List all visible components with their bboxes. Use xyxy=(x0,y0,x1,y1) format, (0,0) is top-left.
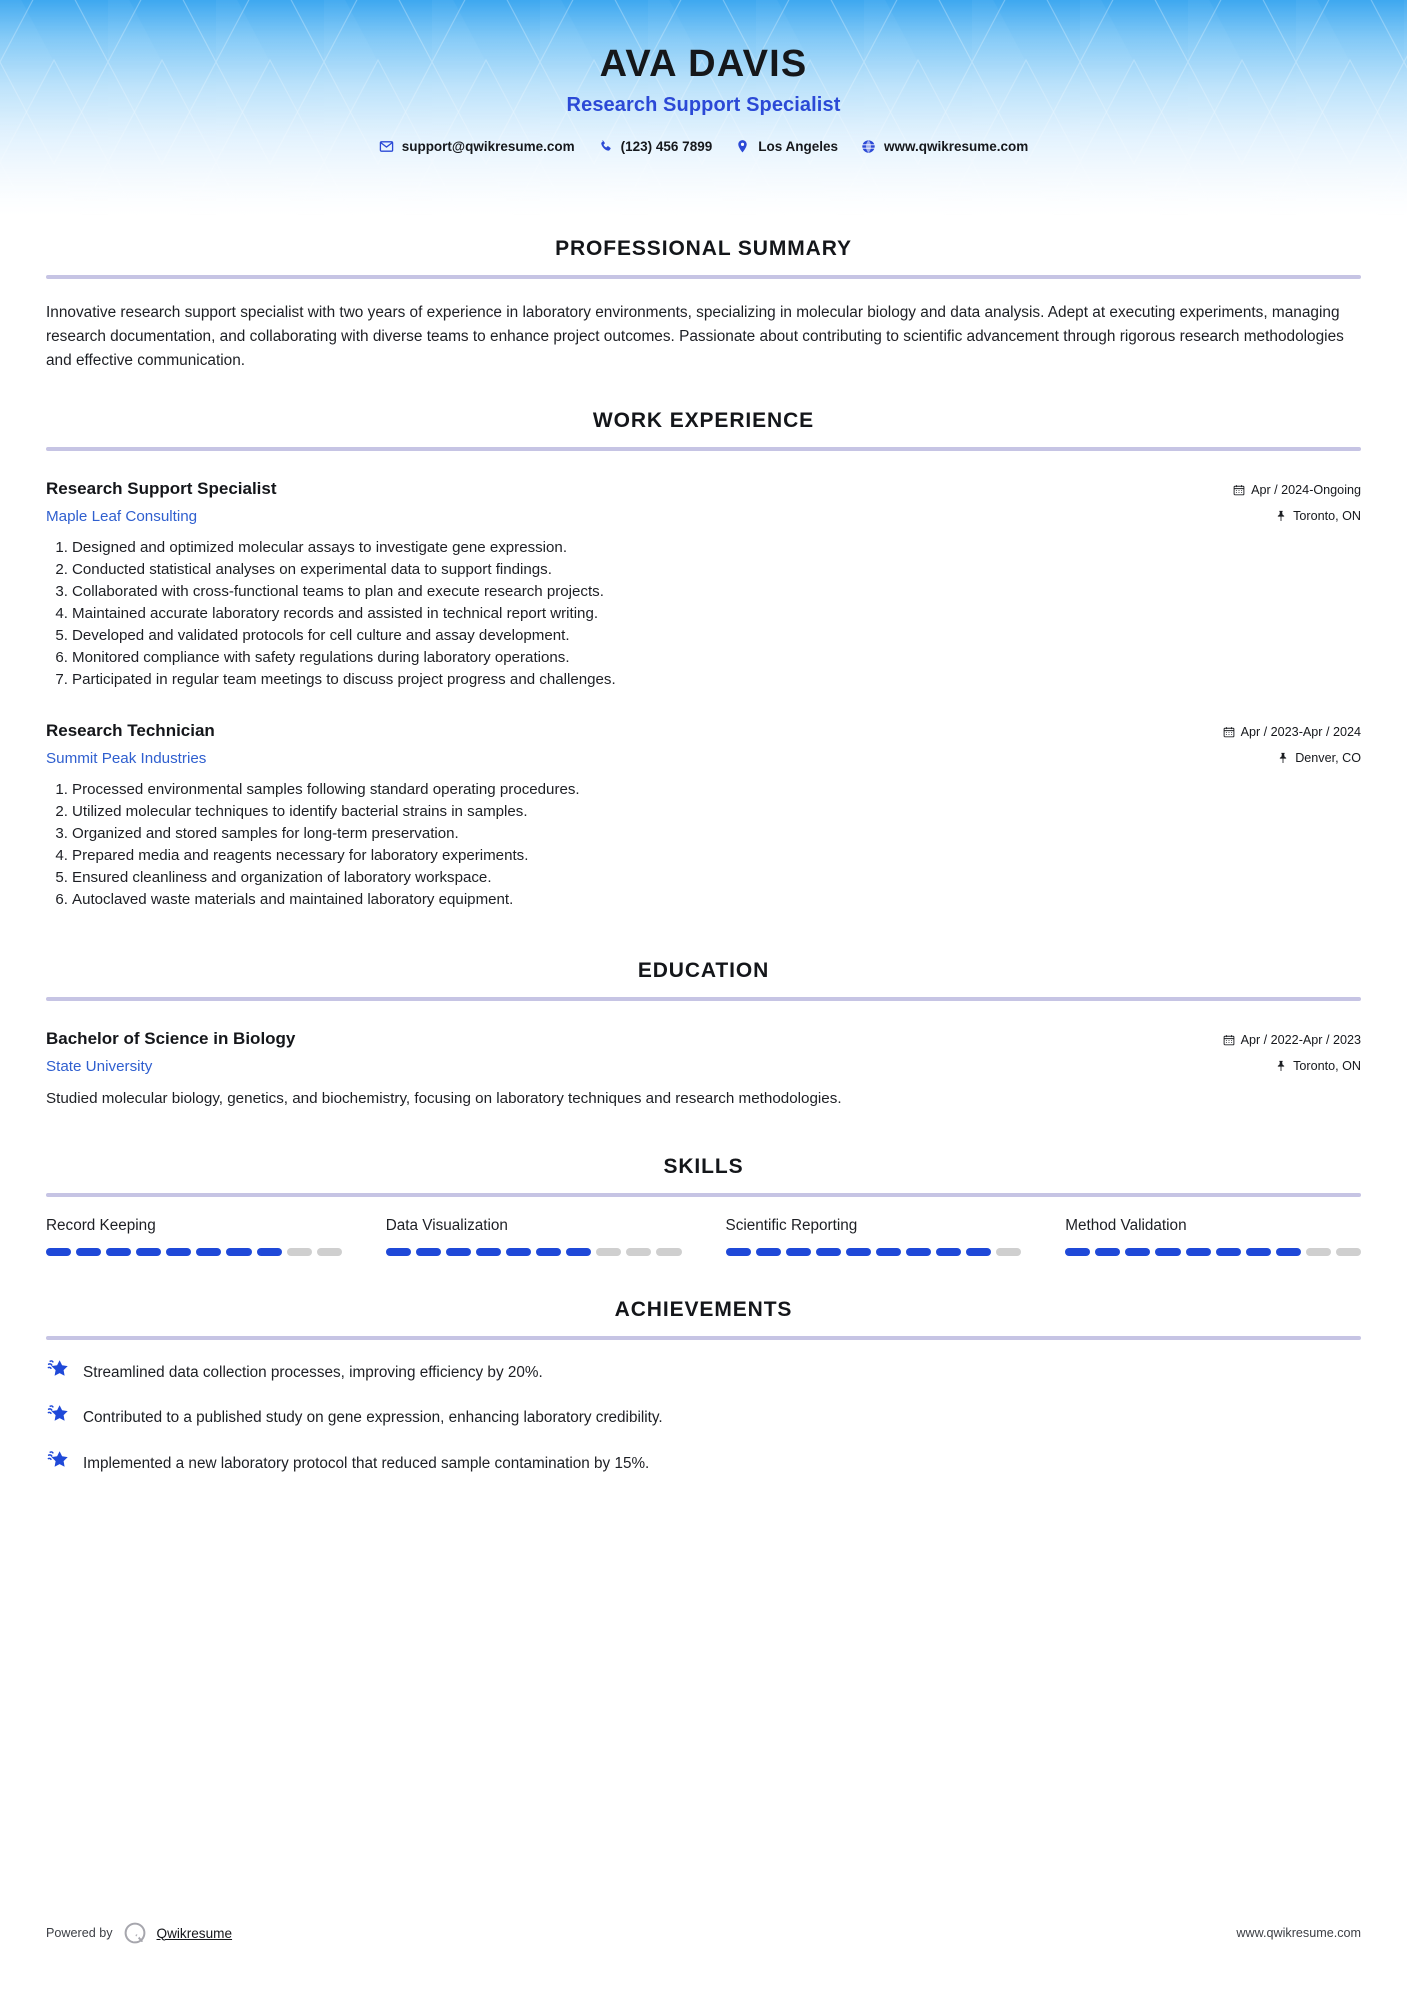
globe-icon xyxy=(861,139,876,154)
achievement-item xyxy=(46,1360,1361,1383)
job-location xyxy=(1223,751,1361,765)
education-location xyxy=(1223,1059,1361,1073)
skill-segment xyxy=(226,1248,251,1256)
bullet-item: 6. Monitored compliance with safety regulations during laboratory operations. xyxy=(55,648,570,666)
skill-item xyxy=(46,1217,342,1256)
skill-segment xyxy=(626,1248,651,1256)
section-work-experience xyxy=(46,409,1361,911)
skill-segment xyxy=(1216,1248,1241,1256)
bullet-item: 4. Maintained accurate laboratory records and assisted in technical report writing. xyxy=(55,604,599,622)
job-dates-value: Apr / 2023-Apr / 2024 xyxy=(1240,724,1361,739)
skill-segment xyxy=(476,1248,501,1256)
contact-website-value: www.qwikresume.com xyxy=(884,138,1029,154)
skill-segment xyxy=(816,1248,841,1256)
skill-level-bar xyxy=(1065,1248,1361,1256)
contact-website[interactable] xyxy=(861,139,1028,154)
education-dates-value: Apr / 2022-Apr / 2023 xyxy=(1240,1033,1361,1048)
skill-label: Record Keeping xyxy=(46,1216,156,1234)
skill-segment xyxy=(846,1248,871,1256)
skill-segment xyxy=(1246,1248,1271,1256)
education-entry xyxy=(46,1029,1361,1111)
pin-icon xyxy=(1275,510,1287,522)
contact-phone-value: (123) 456 7899 xyxy=(620,138,713,154)
company-name[interactable]: Maple Leaf Consulting xyxy=(46,507,198,525)
skill-segment xyxy=(506,1248,531,1256)
skill-item xyxy=(386,1217,682,1256)
skill-segment xyxy=(786,1248,811,1256)
education-dates xyxy=(1223,1033,1361,1047)
education-location-value: Toronto, ON xyxy=(1293,1059,1361,1074)
job-location-value: Toronto, ON xyxy=(1293,508,1361,523)
job-location xyxy=(1233,509,1361,523)
resume-header xyxy=(0,0,1407,215)
bullet-item: 2. Utilized molecular techniques to identify bacterial strains in samples. xyxy=(55,802,528,820)
section-title-skills: SKILLS xyxy=(663,1154,744,1178)
job-dates xyxy=(1233,483,1361,497)
achievement-text: Contributed to a published study on gene expression, enhancing laboratory credibility. xyxy=(83,1409,663,1427)
achievement-item xyxy=(46,1405,1361,1428)
skill-segment xyxy=(1306,1248,1331,1256)
bullet-item: 5. Ensured cleanliness and organization of laboratory workspace. xyxy=(55,868,492,886)
skill-segment xyxy=(1125,1248,1150,1256)
skill-segment xyxy=(287,1248,312,1256)
section-title-summary: PROFESSIONAL SUMMARY xyxy=(555,237,852,260)
skill-segment xyxy=(876,1248,901,1256)
skill-segment xyxy=(106,1248,131,1256)
star-icon xyxy=(46,1403,70,1427)
footer-branding xyxy=(46,1920,232,1946)
bullet-item: 6. Autoclaved waste materials and maintained laboratory equipment. xyxy=(55,891,514,908)
qwikresume-logo-icon xyxy=(122,1920,148,1946)
skill-item xyxy=(1065,1217,1361,1256)
star-icon xyxy=(46,1358,70,1382)
contact-email-value: support@qwikresume.com xyxy=(401,138,575,154)
pin-icon xyxy=(1275,1060,1287,1072)
skill-segment xyxy=(136,1248,161,1256)
contact-email[interactable] xyxy=(379,139,575,154)
section-divider xyxy=(46,1336,1361,1340)
calendar-icon xyxy=(1223,726,1235,738)
job-dates xyxy=(1223,725,1361,739)
pin-icon xyxy=(1277,752,1289,764)
job-location-value: Denver, CO xyxy=(1295,750,1361,765)
skill-level-bar xyxy=(386,1248,682,1256)
skill-label: Method Validation xyxy=(1065,1216,1187,1234)
job-dates-value: Apr / 2024-Ongoing xyxy=(1251,482,1361,497)
section-title-experience: WORK EXPERIENCE xyxy=(592,408,815,432)
bullet-item: 4. Prepared media and reagents necessary for laboratory experiments. xyxy=(55,846,529,864)
skill-segment xyxy=(906,1248,931,1256)
skill-segment xyxy=(996,1248,1021,1256)
resume-body xyxy=(0,237,1407,1474)
location-icon xyxy=(735,139,750,154)
calendar-icon xyxy=(1233,484,1245,496)
resume-footer xyxy=(46,1920,1361,1946)
skill-segment xyxy=(656,1248,681,1256)
skill-segment xyxy=(76,1248,101,1256)
achievement-text: Streamlined data collection processes, improving efficiency by 20%. xyxy=(83,1363,543,1381)
skill-segment xyxy=(257,1248,282,1256)
bullet-item: 1. Designed and optimized molecular assays to investigate gene expression. xyxy=(55,538,568,556)
skill-label: Scientific Reporting xyxy=(725,1216,858,1234)
bullet-item: 5. Developed and validated protocols for cell culture and assay development. xyxy=(55,626,570,644)
job-bullets xyxy=(46,537,1361,691)
experience-entry xyxy=(46,721,1361,911)
skill-segment xyxy=(566,1248,591,1256)
contact-phone[interactable] xyxy=(598,139,713,154)
job-title: Research Support Specialist xyxy=(46,478,277,498)
skill-item xyxy=(726,1217,1022,1256)
skill-segment xyxy=(1065,1248,1090,1256)
skill-level-bar xyxy=(726,1248,1022,1256)
bullet-item: 7. Participated in regular team meetings to discuss project progress and challenges. xyxy=(55,670,616,688)
skill-segment xyxy=(1186,1248,1211,1256)
bullet-item: 1. Processed environmental samples following standard operating procedures. xyxy=(55,780,580,798)
skill-segment xyxy=(966,1248,991,1256)
section-divider xyxy=(46,275,1361,279)
skill-segment xyxy=(386,1248,411,1256)
skill-segment xyxy=(726,1248,751,1256)
candidate-role: Research Support Specialist xyxy=(566,93,841,116)
education-description: Studied molecular biology, genetics, and biochemistry, focusing on laboratory techniques and research methodologies. xyxy=(46,1090,842,1108)
section-professional-summary xyxy=(46,237,1361,373)
section-divider xyxy=(46,997,1361,1001)
skill-segment xyxy=(936,1248,961,1256)
bullet-item: 3. Collaborated with cross-functional teams to plan and execute research projects. xyxy=(55,582,604,600)
contact-location xyxy=(735,139,838,154)
school-name[interactable]: State University xyxy=(46,1058,153,1076)
skill-segment xyxy=(196,1248,221,1256)
experience-entry xyxy=(46,479,1361,691)
skill-level-bar xyxy=(46,1248,342,1256)
section-skills xyxy=(46,1155,1361,1256)
bullet-item: 2. Conducted statistical analyses on experimental data to support findings. xyxy=(55,560,552,578)
phone-icon xyxy=(598,139,613,154)
skill-segment xyxy=(596,1248,621,1256)
skill-segment xyxy=(1336,1248,1361,1256)
section-achievements xyxy=(46,1298,1361,1474)
section-title-education: EDUCATION xyxy=(637,959,770,983)
skill-segment xyxy=(317,1248,342,1256)
achievement-item xyxy=(46,1451,1361,1474)
skill-segment xyxy=(416,1248,441,1256)
achievement-text: Implemented a new laboratory protocol that reduced sample contamination by 15%. xyxy=(83,1454,650,1472)
contact-location-value: Los Angeles xyxy=(758,138,838,154)
degree-title: Bachelor of Science in Biology xyxy=(46,1029,296,1049)
bullet-item: 3. Organized and stored samples for long-term preservation. xyxy=(55,824,459,842)
footer-website[interactable]: www.qwikresume.com xyxy=(1236,1926,1361,1940)
skill-label: Data Visualization xyxy=(385,1216,508,1234)
star-icon xyxy=(46,1449,70,1473)
section-divider xyxy=(46,1193,1361,1197)
contact-row xyxy=(0,139,1407,154)
section-title-achievements: ACHIEVEMENTS xyxy=(614,1297,793,1321)
job-title: Research Technician xyxy=(46,720,215,740)
powered-by-label: Powered by xyxy=(46,1926,113,1940)
skill-segment xyxy=(46,1248,71,1256)
email-icon xyxy=(379,139,394,154)
job-bullets xyxy=(46,779,1361,911)
section-education xyxy=(46,959,1361,1111)
skill-segment xyxy=(756,1248,781,1256)
skill-segment xyxy=(1276,1248,1301,1256)
skill-segment xyxy=(166,1248,191,1256)
qwikresume-brand-link[interactable]: Qwikresume xyxy=(156,1925,233,1941)
skill-segment xyxy=(446,1248,471,1256)
candidate-name: AVA DAVIS xyxy=(599,43,808,85)
skill-segment xyxy=(536,1248,561,1256)
company-name[interactable]: Summit Peak Industries xyxy=(46,749,207,767)
calendar-icon xyxy=(1223,1034,1235,1046)
skills-grid xyxy=(46,1217,1361,1256)
achievements-list xyxy=(46,1360,1361,1474)
section-divider xyxy=(46,447,1361,451)
skill-segment xyxy=(1095,1248,1120,1256)
summary-text: Innovative research support specialist with two years of experience in laboratory environments, specializing in molecular biology and data analysis. Adept at executing experiments, managing research documentation, and collaborating with diverse teams to enhance project outcomes. Passionate about contributing to scientific advancement through rigorous research methodologies and effective communication. xyxy=(46,304,1344,369)
skill-segment xyxy=(1155,1248,1180,1256)
